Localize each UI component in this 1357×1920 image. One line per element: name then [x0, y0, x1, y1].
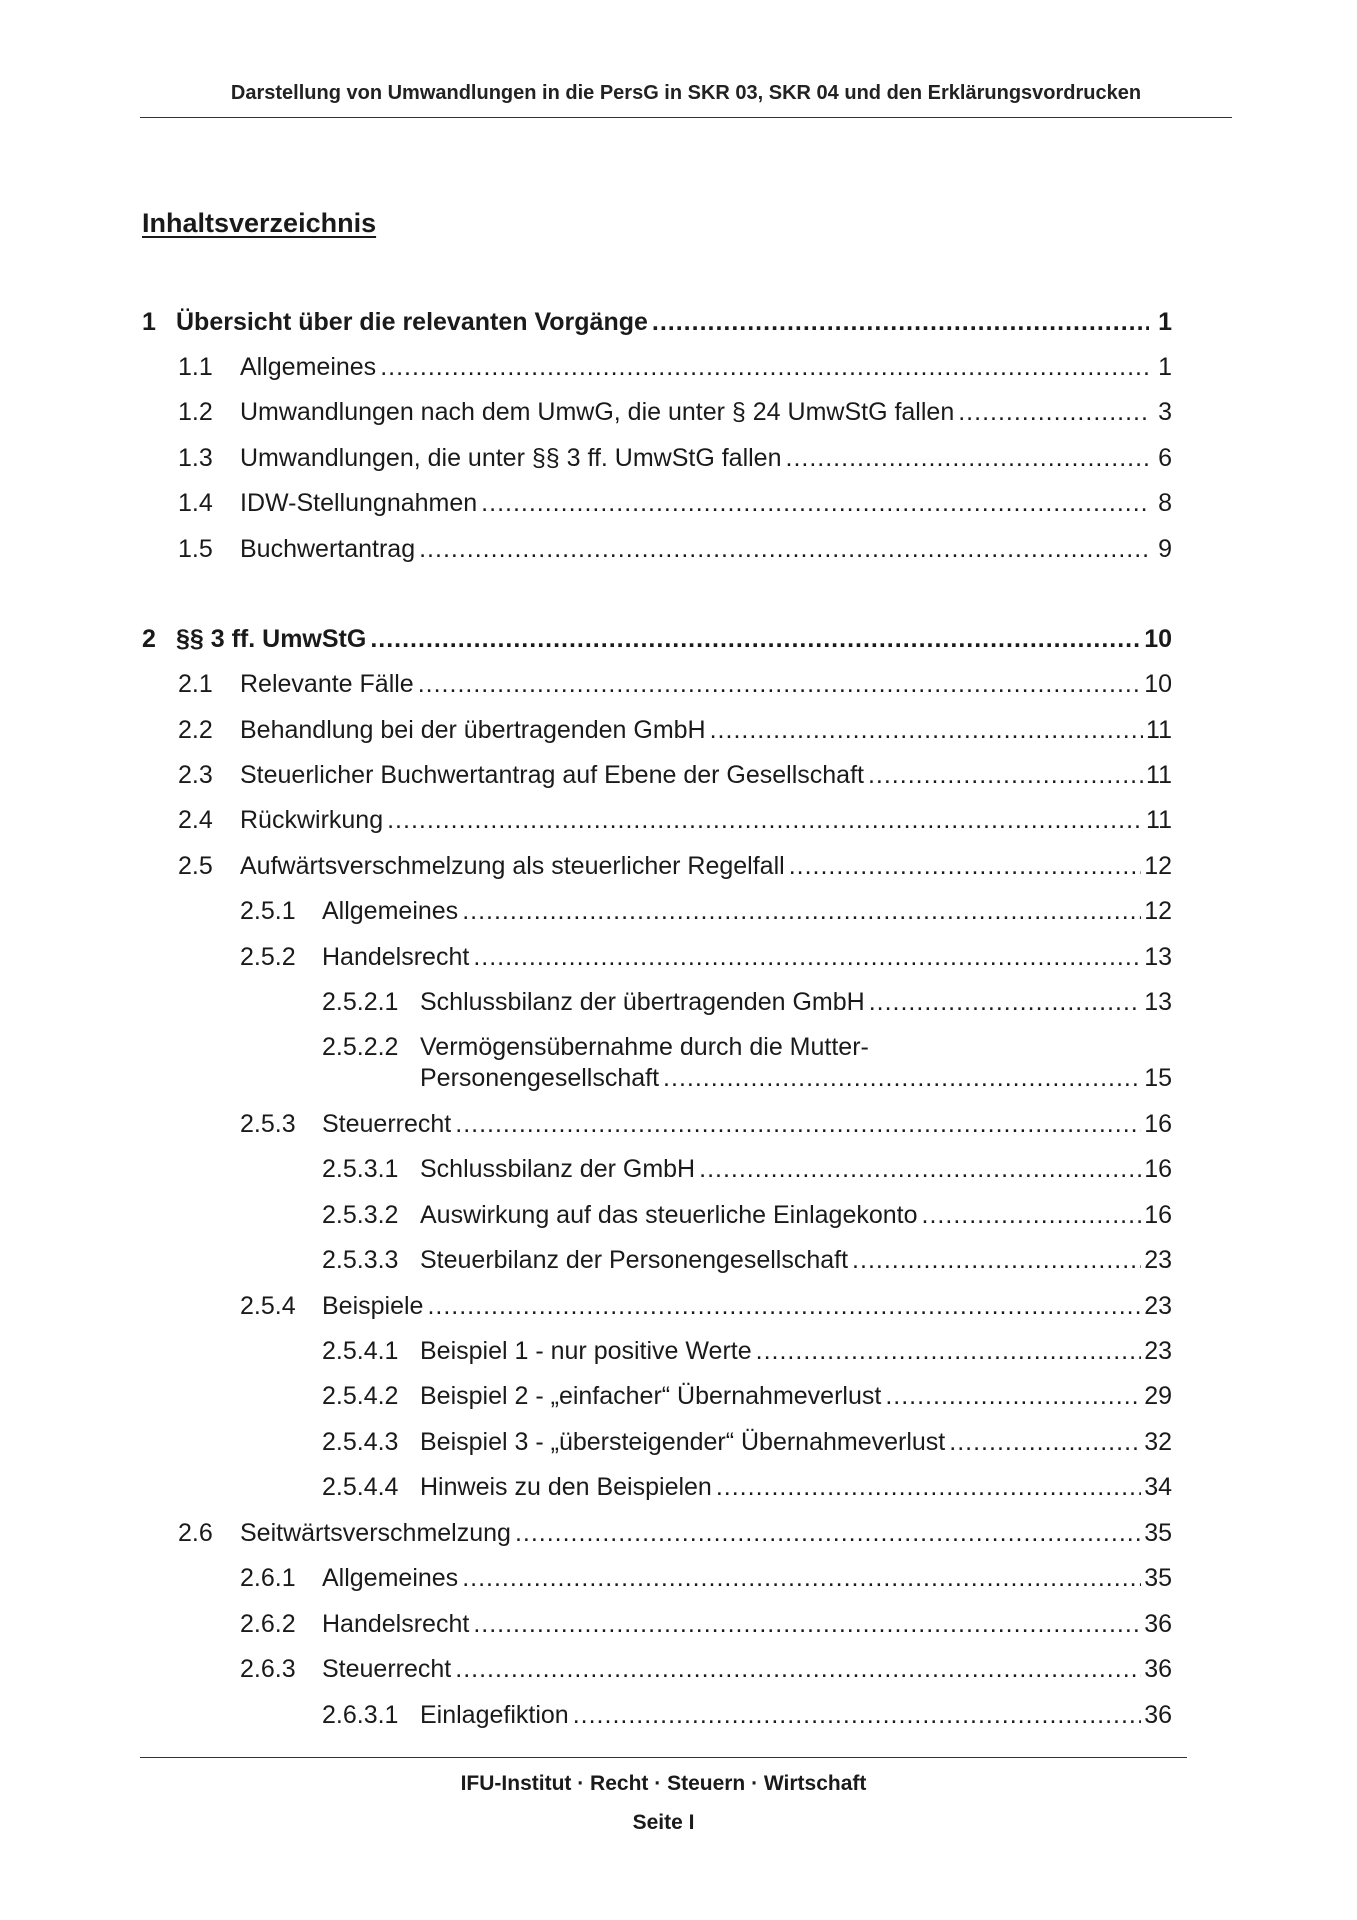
toc-entry[interactable] [322, 1428, 1172, 1457]
toc-entry-number: 2 [142, 625, 156, 653]
toc-entry-page: 32 [1144, 1428, 1172, 1456]
dot-leader [515, 1519, 1141, 1548]
toc-entry[interactable] [322, 1473, 1172, 1502]
toc-entry-number: 2.6 [178, 1519, 213, 1547]
toc-entry-page: 15 [1144, 1064, 1172, 1092]
toc-entry-page: 36 [1144, 1701, 1172, 1729]
dot-leader [756, 1337, 1142, 1366]
toc-entry[interactable] [178, 444, 1172, 473]
toc-entry-number: 1 [142, 308, 156, 336]
toc-entry-number: 2.5.2.2 [322, 1033, 399, 1061]
dot-leader [710, 716, 1143, 745]
toc-entry-number: 2.5.4.3 [322, 1428, 399, 1456]
toc-entry-title: Hinweis zu den Beispielen [420, 1473, 712, 1501]
dot-leader [663, 1064, 1141, 1093]
page-number: Seite I [632, 1811, 695, 1834]
dot-leader [481, 489, 1149, 518]
toc-entry-title: Allgemeines [240, 353, 377, 381]
dot-leader [699, 1155, 1141, 1184]
dot-leader [789, 852, 1142, 881]
toc-entry[interactable] [322, 1246, 1172, 1275]
toc-entry[interactable] [322, 1382, 1172, 1411]
toc-entry-page: 11 [1146, 806, 1172, 834]
toc-entry-number: 1.5 [178, 535, 213, 563]
toc-entry[interactable] [322, 1701, 1172, 1730]
toc-entry-page: 10 [1144, 625, 1172, 653]
toc-entry-title: Schlussbilanz der übertragenden GmbH [420, 988, 865, 1016]
toc-entry-title: Einlagefiktion [420, 1701, 569, 1729]
toc-entry-title: Umwandlungen nach dem UmwG, die unter § 24 UmwStG fallen [240, 398, 955, 426]
toc-entry[interactable] [240, 1655, 1172, 1684]
toc-entry-title: Allgemeines [322, 897, 459, 925]
toc-entry-page: 35 [1144, 1519, 1172, 1547]
toc-entry-number: 2.5.4.4 [322, 1473, 399, 1501]
toc-entry-number: 2.5.4.1 [322, 1337, 399, 1365]
toc-entry[interactable] [178, 852, 1172, 881]
toc-entry[interactable] [240, 1110, 1172, 1139]
page-header: Darstellung von Umwandlungen in die PersG in SKR 03, SKR 04 und den Erklärungsvordrucken [230, 82, 1142, 104]
toc-entry-number: 2.3 [178, 761, 213, 789]
toc-entry[interactable] [322, 988, 1172, 1017]
toc-entry[interactable] [240, 1292, 1172, 1321]
dot-leader [455, 1110, 1141, 1139]
dot-leader [473, 1610, 1141, 1639]
dot-leader [869, 988, 1141, 1017]
dot-leader [786, 444, 1150, 473]
toc-entry-page: 35 [1144, 1564, 1172, 1592]
toc-entry-title: Umwandlungen, die unter §§ 3 ff. UmwStG fallen [240, 444, 782, 472]
toc-title: Inhaltsverzeichnis [142, 208, 377, 238]
dot-leader [462, 1564, 1141, 1593]
toc-entry[interactable] [322, 1033, 1172, 1062]
toc-entry-page: 23 [1144, 1337, 1172, 1365]
toc-entry[interactable] [240, 1564, 1172, 1593]
dot-leader [573, 1701, 1141, 1730]
toc-entry-number: 2.5.1 [240, 897, 296, 925]
toc-entry[interactable] [178, 535, 1172, 564]
dot-leader [949, 1428, 1141, 1457]
dot-leader [885, 1382, 1141, 1411]
toc-entry-page: 23 [1144, 1246, 1172, 1274]
dot-leader [455, 1655, 1141, 1684]
toc-entry-title: Steuerrecht [322, 1655, 452, 1683]
toc-entry-title: Handelsrecht [322, 1610, 470, 1638]
toc-entry-page: 16 [1144, 1201, 1172, 1229]
toc-entry[interactable] [178, 1519, 1172, 1548]
header-divider [140, 117, 1232, 118]
toc-entry-title: Handelsrecht [322, 943, 470, 971]
toc-entry-continuation[interactable] [420, 1064, 1172, 1093]
toc-entry-page: 3 [1158, 398, 1172, 426]
toc-entry-page: 12 [1144, 897, 1172, 925]
toc-entry[interactable] [178, 670, 1172, 699]
toc-entry-title-continued: Personengesellschaft [420, 1064, 660, 1092]
toc-entry-title: Beispiel 3 - „übersteigender“ Übernahmeverlust [420, 1428, 946, 1456]
toc-entry[interactable] [178, 806, 1172, 835]
toc-entry-number: 2.5.2 [240, 943, 296, 971]
toc-entry-page: 11 [1146, 716, 1172, 744]
toc-entry-number: 2.6.2 [240, 1610, 296, 1638]
toc-entry-page: 13 [1144, 943, 1172, 971]
dot-leader [370, 625, 1141, 654]
toc-entry[interactable] [178, 353, 1172, 382]
toc-entry-page: 11 [1146, 761, 1172, 789]
toc-entry-title: Steuerbilanz der Personengesellschaft [420, 1246, 849, 1274]
toc-entry-number: 1.3 [178, 444, 213, 472]
toc-entry-page: 6 [1158, 444, 1172, 472]
toc-entry-number: 2.2 [178, 716, 213, 744]
dot-leader [922, 1201, 1142, 1230]
toc-entry-number: 2.5.3 [240, 1110, 296, 1138]
toc-entry[interactable] [322, 1155, 1172, 1184]
toc-entry[interactable] [178, 398, 1172, 427]
toc-entry-page: 8 [1158, 489, 1172, 517]
toc-entry-number: 2.5.4.2 [322, 1382, 399, 1410]
dot-leader [462, 897, 1141, 926]
toc-entry[interactable] [240, 1610, 1172, 1639]
toc-entry[interactable] [322, 1337, 1172, 1366]
toc-entry-title: Aufwärtsverschmelzung als steuerlicher Regelfall [240, 852, 785, 880]
toc-entry-number: 2.6.1 [240, 1564, 296, 1592]
toc-entry-title: Behandlung bei der übertragenden GmbH [240, 716, 706, 744]
toc-entry[interactable] [178, 489, 1172, 518]
dot-leader [418, 670, 1141, 699]
dot-leader [852, 1246, 1141, 1275]
toc-entry-title: Vermögensübernahme durch die Mutter- [420, 1033, 869, 1061]
dot-leader [652, 308, 1149, 337]
toc-entry-page: 36 [1144, 1610, 1172, 1638]
toc-entry-title: Steuerrecht [322, 1110, 452, 1138]
toc-entry[interactable] [142, 308, 1172, 337]
toc-entry-page: 23 [1144, 1292, 1172, 1320]
toc-entry-title: Allgemeines [322, 1564, 459, 1592]
toc-entry-page: 16 [1144, 1110, 1172, 1138]
toc-entry-number: 2.5.2.1 [322, 988, 399, 1016]
toc-entry-page: 29 [1144, 1382, 1172, 1410]
toc-entry[interactable] [240, 897, 1172, 926]
dot-leader [958, 398, 1149, 427]
toc-entry-title: Beispiel 2 - „einfacher“ Übernahmeverlust [420, 1382, 882, 1410]
toc-entry-number: 2.5.3.3 [322, 1246, 399, 1274]
toc-entry-number: 2.6.3.1 [322, 1701, 399, 1729]
dot-leader [868, 761, 1143, 790]
toc-entry[interactable] [240, 943, 1172, 972]
toc-entry-number: 2.5.3.1 [322, 1155, 399, 1183]
dot-leader [387, 806, 1143, 835]
footer-divider [140, 1757, 1187, 1758]
toc-entry[interactable] [142, 625, 1172, 654]
toc-entry-number: 1.4 [178, 489, 213, 517]
toc-entry-title: Relevante Fälle [240, 670, 414, 698]
toc-entry-number: 2.5.3.2 [322, 1201, 399, 1229]
footer-institute: IFU-Institut · Recht · Steuern · Wirtschaft [460, 1772, 867, 1795]
dot-leader [716, 1473, 1141, 1502]
toc-entry-page: 12 [1144, 852, 1172, 880]
toc-entry-page: 10 [1144, 670, 1172, 698]
toc-entry[interactable] [178, 761, 1172, 790]
dot-leader [380, 353, 1149, 382]
toc-entry-number: 2.5 [178, 852, 213, 880]
toc-entry-page: 1 [1158, 353, 1172, 381]
toc-entry-number: 1.2 [178, 398, 213, 426]
toc-entry[interactable] [322, 1201, 1172, 1230]
toc-entry-title: Beispiele [322, 1292, 424, 1320]
toc-entry-title: §§ 3 ff. UmwStG [176, 625, 367, 653]
toc-entry-number: 1.1 [178, 353, 213, 381]
toc-entry-number: 2.1 [178, 670, 213, 698]
toc-entry-number: 2.5.4 [240, 1292, 296, 1320]
toc-entry-page: 34 [1144, 1473, 1172, 1501]
dot-leader [427, 1292, 1141, 1321]
toc-entry-number: 2.6.3 [240, 1655, 296, 1683]
toc-entry[interactable] [178, 716, 1172, 745]
toc-entry-title: Übersicht über die relevanten Vorgänge [176, 308, 648, 336]
toc-entry-page: 1 [1158, 308, 1172, 336]
toc-entry-title: Steuerlicher Buchwertantrag auf Ebene der Gesellschaft [240, 761, 864, 789]
toc-entry-number: 2.4 [178, 806, 213, 834]
toc-entry-title: Auswirkung auf das steuerliche Einlagekonto [420, 1201, 918, 1229]
dot-leader [419, 535, 1149, 564]
toc-entry-page: 36 [1144, 1655, 1172, 1683]
toc-entry-page: 13 [1144, 988, 1172, 1016]
dot-leader [473, 943, 1141, 972]
toc-entry-title: Beispiel 1 - nur positive Werte [420, 1337, 752, 1365]
toc-entry-page: 16 [1144, 1155, 1172, 1183]
toc-entry-title: Seitwärtsverschmelzung [240, 1519, 511, 1547]
toc-entry-title: Buchwertantrag [240, 535, 416, 563]
toc-entry-title: Rückwirkung [240, 806, 384, 834]
toc-entry-title: Schlussbilanz der GmbH [420, 1155, 696, 1183]
toc-entry-page: 9 [1158, 535, 1172, 563]
toc-entry-title: IDW-Stellungnahmen [240, 489, 478, 517]
